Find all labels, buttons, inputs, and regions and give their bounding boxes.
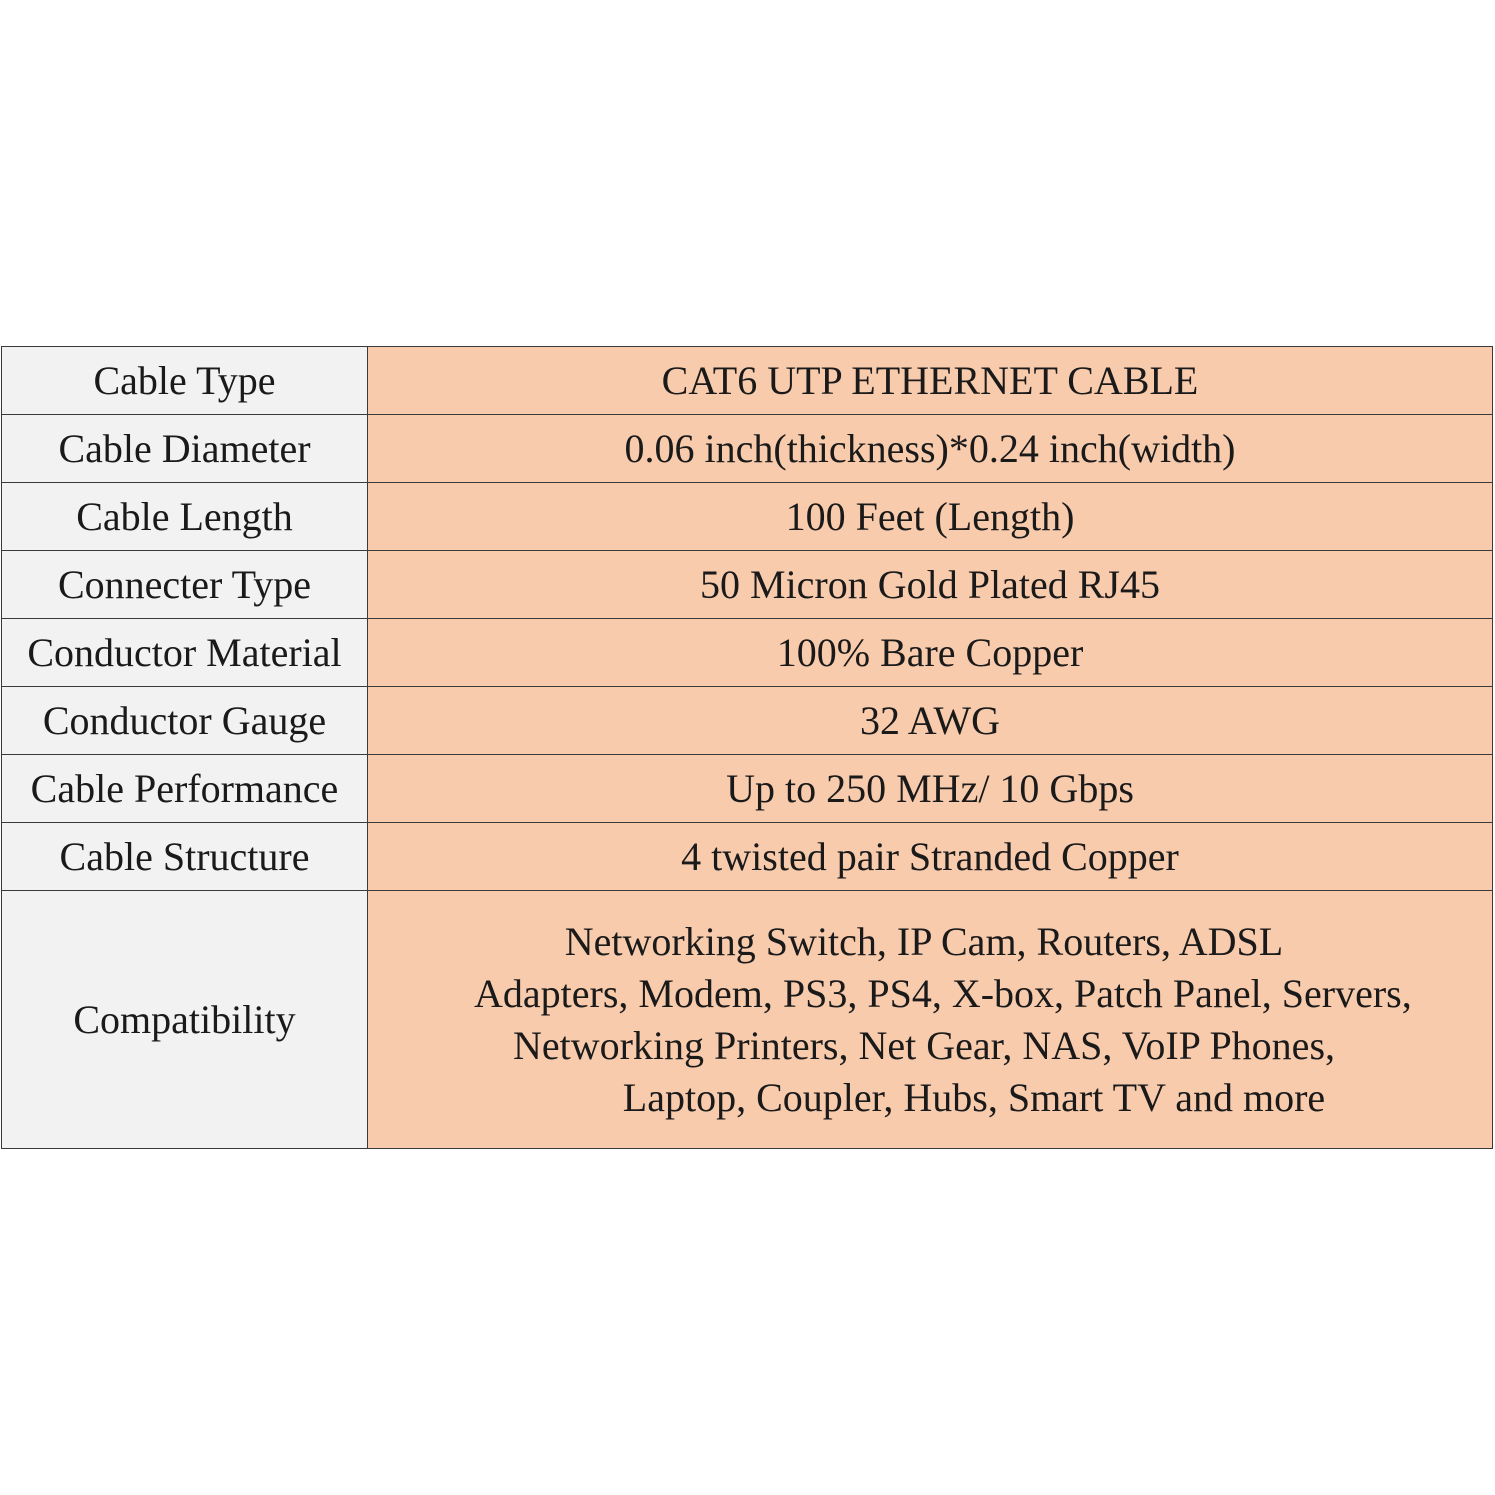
table-row bbox=[2, 755, 1493, 823]
spec-value: 32 AWG bbox=[368, 687, 1493, 755]
spec-label: Conductor Material bbox=[2, 619, 368, 687]
spec-label: Compatibility bbox=[2, 891, 368, 1149]
spec-label: Cable Diameter bbox=[2, 415, 368, 483]
compatibility-text: Networking Switch, IP Cam, Routers, ADSL Adapters, Modem, PS3, PS4, X-box, Patch Panel, Servers, Networking Printers, Net Gear, NAS, VoIP Phones, Laptop, Coupler, Hubs, Smart TV and more bbox=[474, 918, 1412, 1120]
spec-value: 100% Bare Copper bbox=[368, 619, 1493, 687]
spec-label: Cable Length bbox=[2, 483, 368, 551]
spec-value: 0.06 inch(thickness)*0.24 inch(width) bbox=[368, 415, 1493, 483]
table-row bbox=[2, 347, 1493, 415]
spec-label: Conductor Gauge bbox=[2, 687, 368, 755]
table-row bbox=[2, 687, 1493, 755]
table-row bbox=[2, 483, 1493, 551]
spec-value-cell bbox=[368, 891, 1493, 1149]
spec-value: Up to 250 MHz/ 10 Gbps bbox=[368, 755, 1493, 823]
spec-label: Cable Type bbox=[2, 347, 368, 415]
spec-label: Cable Performance bbox=[2, 755, 368, 823]
table-row bbox=[2, 619, 1493, 687]
table-row bbox=[2, 551, 1493, 619]
spec-label: Cable Structure bbox=[2, 823, 368, 891]
spec-value: 50 Micron Gold Plated RJ45 bbox=[368, 551, 1493, 619]
table-row bbox=[2, 891, 1493, 1149]
table-row bbox=[2, 415, 1493, 483]
table-row bbox=[2, 823, 1493, 891]
spec-table bbox=[1, 346, 1493, 1149]
spec-value: 4 twisted pair Stranded Copper bbox=[368, 823, 1493, 891]
spec-value: CAT6 UTP ETHERNET CABLE bbox=[368, 347, 1493, 415]
spec-value: 100 Feet (Length) bbox=[368, 483, 1493, 551]
spec-label: Connecter Type bbox=[2, 551, 368, 619]
